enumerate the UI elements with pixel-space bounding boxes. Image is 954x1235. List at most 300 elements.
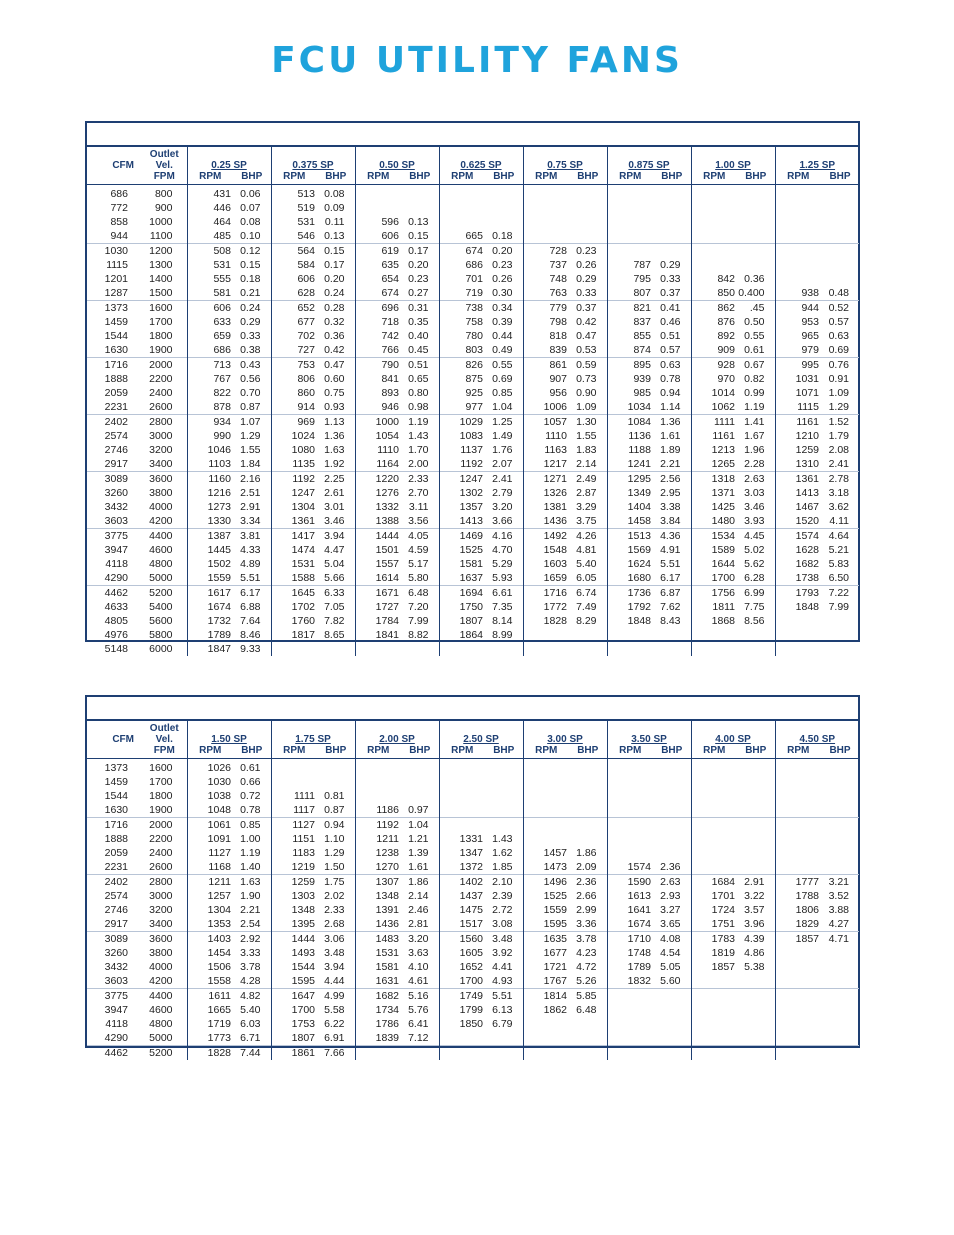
bhp-cell: 1.43 [408,430,429,442]
rpm-cell: 1259 [271,875,317,890]
rpm-cell: 1839 [355,1031,401,1046]
rpm-cell: 606 [271,272,317,286]
rpm-cell: 1832 [607,974,653,989]
rpm-cell: 956 [523,386,569,400]
rpm-cell: 1751 [691,917,737,932]
rpm-cell: 1211 [355,832,401,846]
rpm-cell: 1469 [439,529,485,544]
fpm-cell: 900 [154,202,173,214]
fpm-cell: 2000 [142,818,187,833]
bhp-cell: 2.51 [240,487,261,499]
bhp-cell: 2.95 [660,487,681,499]
fpm-header: FPM [142,745,187,759]
rpm-cell: 1548 [523,543,569,557]
fpm-cell: 5200 [142,1046,187,1061]
bhp-cell [821,759,859,776]
bhp-cell: 2.63 [737,472,775,487]
table-row [87,932,859,947]
rpm-cell [355,185,401,202]
bhp-cell: 0.23 [408,273,429,285]
bhp-cell [569,642,607,656]
fpm-cell: 3600 [142,472,187,487]
bhp-cell: 3.20 [401,932,439,947]
fpm-cell: 3000 [149,430,173,442]
bhp-cell: 0.50 [744,316,765,328]
fpm-cell: 3200 [149,444,173,456]
bhp-cell [737,642,775,656]
bhp-header: BHP [233,171,271,185]
rpm-cell [775,642,821,656]
bhp-cell [737,789,775,803]
bhp-cell [401,789,439,803]
bhp-cell [821,974,859,989]
rpm-cell: 795 [607,272,653,286]
bhp-cell: 4.08 [653,932,691,947]
bhp-cell: 0.13 [324,230,345,242]
rpm-cell: 1569 [607,543,653,557]
bhp-cell [569,229,607,244]
rpm-cell: 1395 [271,917,317,932]
bhp-header: BHP [821,745,859,759]
cfm-cell: 5148 [104,643,128,655]
rpm-cell: 895 [607,358,653,373]
rpm-cell: 1480 [691,514,737,529]
rpm-cell: 728 [523,244,569,259]
rpm-cell [439,775,485,789]
table-row [87,258,859,272]
rpm-cell [691,642,737,656]
table-row [87,301,859,316]
rpm-cell: 1617 [187,586,233,601]
table-row [87,600,859,614]
bhp-cell: 0.23 [569,244,607,259]
bhp-cell: 0.07 [240,202,261,214]
rpm-cell: 1031 [775,372,821,386]
bhp-cell [821,846,859,860]
cfm-cell: 3947 [104,544,128,556]
rpm-cell: 1454 [187,946,233,960]
rpm-cell: 798 [523,315,569,329]
rpm-cell: 1054 [355,429,401,443]
data-table [87,147,859,656]
table-row [87,860,859,875]
bhp-cell: 7.22 [821,586,859,601]
table-row [87,486,859,500]
bhp-cell [737,1046,775,1061]
rpm-cell: 1163 [523,443,569,457]
fpm-cell: 1100 [149,230,173,242]
bhp-cell: 3.96 [744,918,765,930]
rpm-cell [775,759,821,776]
bhp-cell: 1.30 [569,415,607,430]
fpm-cell: 3200 [149,904,173,916]
bhp-cell: 7.82 [324,615,345,627]
rpm-cell: 606 [355,229,401,244]
rpm-cell: 1847 [187,642,233,656]
rpm-cell [523,201,569,215]
bhp-cell: 2.41 [485,472,523,487]
fpm-cell: 1600 [142,301,187,316]
bhp-cell: 2.14 [576,458,597,470]
bhp-cell: 2.41 [828,458,849,470]
bhp-cell: 0.42 [324,344,345,356]
rpm-cell: 719 [439,286,485,301]
rpm-cell [523,759,569,776]
bhp-cell: 0.63 [828,330,849,342]
rpm-cell [691,1003,737,1017]
bhp-cell: 2.08 [828,444,849,456]
rpm-cell: 1213 [691,443,737,457]
bhp-cell: 1.43 [492,833,513,845]
bhp-cell: 0.20 [485,244,523,259]
cfm-cell: 2402 [87,415,142,430]
bhp-cell: 0.99 [744,387,765,399]
static-pressure-header: 0.75 SP [523,147,607,171]
rpm-cell: 1445 [187,543,233,557]
table-row [87,832,859,846]
cfm-cell: 4805 [104,615,128,627]
bhp-cell: 0.85 [492,387,513,399]
rpm-cell: 1387 [187,529,233,544]
cfm-cell: 4976 [104,629,128,641]
bhp-cell [737,258,775,272]
rpm-cell [775,215,821,229]
rpm-cell: 837 [607,315,653,329]
cfm-cell: 2746 [104,904,128,916]
rpm-cell: 1682 [355,989,401,1004]
rpm-cell [691,1017,737,1031]
bhp-cell [653,1017,691,1031]
rpm-cell: 1595 [271,974,317,989]
bhp-cell [737,215,775,229]
cfm-cell: 3260 [104,487,128,499]
bhp-cell: 1.85 [492,861,513,873]
bhp-cell: 0.57 [660,344,681,356]
rpm-cell: 1560 [439,932,485,947]
bhp-cell: 5.85 [569,989,607,1004]
bhp-cell: 3.84 [660,515,681,527]
rpm-cell: 1444 [271,932,317,947]
bhp-cell: 1.55 [576,430,597,442]
bhp-cell: 2.00 [408,458,429,470]
rpm-cell [775,946,821,960]
bhp-cell: 4.45 [737,529,775,544]
bhp-cell: 0.43 [233,358,271,373]
bhp-header: BHP [401,745,439,759]
bhp-cell: 7.49 [576,601,597,613]
bhp-cell [485,1046,523,1061]
rpm-cell: 985 [607,386,653,400]
bhp-header: BHP [821,171,859,185]
cfm-cell: 2231 [104,401,128,413]
fpm-cell: 3400 [149,458,173,470]
bhp-cell: 0.90 [576,387,597,399]
bhp-cell: 5.02 [744,544,765,556]
bhp-cell: 1.21 [408,833,429,845]
bhp-cell: 3.33 [240,947,261,959]
fpm-cell: 4000 [149,961,173,973]
rpm-cell: 1631 [355,974,401,989]
bhp-cell: 6.99 [737,586,775,601]
rpm-cell: 1506 [187,960,233,974]
rpm-cell: 1783 [691,932,737,947]
fpm-cell: 1200 [142,244,187,259]
bhp-cell: 1.52 [821,415,859,430]
rpm-cell: 1110 [523,429,569,443]
cfm-cell: 1716 [87,358,142,373]
cfm-cell: 2574 [104,430,128,442]
bhp-cell: 4.23 [576,947,597,959]
rpm-cell: 1864 [439,628,485,642]
rpm-cell: 1270 [355,860,401,875]
cfm-cell: 3260 [104,947,128,959]
rpm-cell [439,818,485,833]
rpm-cell: 1137 [439,443,485,457]
bhp-cell: 3.56 [408,515,429,527]
rpm-cell: 1388 [355,514,401,529]
rpm-cell: 1444 [355,529,401,544]
bhp-cell [569,775,607,789]
bhp-cell [821,960,859,974]
bhp-cell: 0.24 [233,301,271,316]
rpm-cell: 862 [691,301,737,316]
rpm-cell: 1404 [607,500,653,514]
rpm-cell [691,818,737,833]
rpm-cell: 513 [271,185,317,202]
rpm-cell: 874 [607,343,653,358]
table-row [87,903,859,917]
rpm-header: RPM [775,171,821,185]
fpm-cell: 4000 [149,501,173,513]
cfm-cell: 1888 [104,833,128,845]
bhp-cell: 0.29 [660,259,681,271]
rpm-cell: 779 [523,301,569,316]
rpm-cell [775,818,821,833]
rpm-cell: 1413 [439,514,485,529]
cfm-subheader [87,171,142,185]
bhp-cell: 6.28 [744,572,765,584]
bhp-cell [821,185,859,202]
table-row [87,343,859,358]
rpm-cell: 803 [439,343,485,358]
bhp-cell: 4.33 [240,544,261,556]
bhp-cell: 2.49 [569,472,607,487]
bhp-header: BHP [653,171,691,185]
bhp-cell [737,1017,775,1031]
table-caption-bar [87,123,858,147]
rpm-cell: 1784 [355,614,401,628]
rpm-cell [439,1031,485,1046]
bhp-cell: 1.61 [660,430,681,442]
bhp-cell: 0.81 [324,790,345,802]
bhp-cell [569,1031,607,1046]
bhp-cell: 1.04 [492,401,513,413]
rpm-cell: 1332 [355,500,401,514]
bhp-cell: 2.68 [324,918,345,930]
table-row [87,789,859,803]
bhp-cell: 4.71 [821,932,859,947]
bhp-cell: 1.19 [401,415,439,430]
rpm-cell [355,1046,401,1061]
bhp-header: BHP [317,171,355,185]
rpm-cell: 1637 [439,571,485,586]
bhp-cell: 1.63 [324,444,345,456]
bhp-cell: 3.63 [408,947,429,959]
bhp-cell [737,628,775,642]
rpm-cell: 1850 [439,1017,485,1031]
bhp-cell: 4.59 [408,544,429,556]
rpm-cell [607,185,653,202]
rpm-cell: 1807 [271,1031,317,1046]
bhp-cell: 5.80 [408,572,429,584]
rpm-cell: 1721 [523,960,569,974]
table-row [87,358,859,373]
bhp-cell: 0.85 [233,818,271,833]
rpm-cell: 1402 [439,875,485,890]
cfm-cell: 3432 [104,961,128,973]
cfm-subheader [87,745,142,759]
fpm-cell: 1900 [149,804,173,816]
bhp-cell: 3.03 [744,487,765,499]
rpm-cell: 596 [355,215,401,229]
cfm-cell: 1716 [87,818,142,833]
bhp-cell [569,789,607,803]
bhp-cell: 4.61 [408,975,429,987]
rpm-cell: 1403 [187,932,233,947]
rpm-cell [355,775,401,789]
bhp-cell [569,201,607,215]
rpm-cell: 1026 [187,759,233,776]
bhp-cell: 4.16 [485,529,523,544]
rpm-cell: 1786 [355,1017,401,1031]
rpm-cell: 1458 [607,514,653,529]
bhp-cell [485,775,523,789]
table-row [87,586,859,601]
rpm-cell: 555 [187,272,233,286]
rpm-cell [439,215,485,229]
cfm-cell: 3603 [104,975,128,987]
rpm-cell: 633 [187,315,233,329]
bhp-cell [653,775,691,789]
rpm-cell: 907 [523,372,569,386]
rpm-cell [523,628,569,642]
bhp-cell: 3.48 [485,932,523,947]
bhp-cell: 3.46 [324,515,345,527]
rpm-cell: 1700 [691,571,737,586]
bhp-cell: 0.52 [821,301,859,316]
bhp-cell: 8.14 [492,615,513,627]
rpm-cell: 1520 [775,514,821,529]
bhp-cell: 0.61 [744,344,765,356]
rpm-cell: 1330 [187,514,233,529]
cfm-cell: 4462 [87,1046,142,1061]
table-row [87,315,859,329]
rpm-cell: 1868 [691,614,737,628]
rpm-cell [355,201,401,215]
bhp-cell: 1.49 [492,430,513,442]
rpm-cell: 1807 [439,614,485,628]
rpm-cell: 1000 [355,415,401,430]
rpm-cell [775,860,821,875]
rpm-cell: 1318 [691,472,737,487]
rpm-cell: 1467 [775,500,821,514]
table-row [87,272,859,286]
rpm-cell: 1371 [691,486,737,500]
bhp-cell [737,846,775,860]
bhp-header: BHP [569,171,607,185]
rpm-cell: 1347 [439,846,485,860]
bhp-cell: 0.53 [576,344,597,356]
bhp-cell: 2.28 [744,458,765,470]
table-row [87,429,859,443]
rpm-cell [691,244,737,259]
bhp-cell: 0.55 [744,330,765,342]
rpm-cell: 464 [187,215,233,229]
rpm-cell: 1425 [691,500,737,514]
bhp-cell: 1.29 [240,430,261,442]
rpm-cell [691,185,737,202]
bhp-cell: 4.44 [324,975,345,987]
cfm-cell: 3603 [104,515,128,527]
bhp-cell: 0.97 [408,804,429,816]
bhp-cell: 0.37 [660,287,681,299]
rpm-cell [523,832,569,846]
bhp-cell: 0.10 [240,230,261,242]
rpm-cell: 1295 [607,472,653,487]
rpm-cell: 738 [439,301,485,316]
bhp-cell [737,974,775,989]
rpm-cell: 1084 [607,415,653,430]
rpm-cell: 718 [355,315,401,329]
bhp-cell: 0.91 [828,373,849,385]
cfm-cell: 686 [110,188,128,200]
rpm-cell: 1574 [775,529,821,544]
rpm-cell: 1665 [187,1003,233,1017]
bhp-cell: 2.66 [576,890,597,902]
bhp-cell: 0.60 [324,373,345,385]
fpm-cell: 1600 [149,762,173,774]
bhp-cell: 1.63 [233,875,271,890]
bhp-cell: 3.81 [233,529,271,544]
fpm-cell: 1400 [149,273,173,285]
fpm-cell: 5800 [149,629,173,641]
rpm-cell [355,759,401,776]
rpm-cell [607,244,653,259]
rpm-cell [523,818,569,833]
cfm-cell: 4290 [104,572,128,584]
table-row [87,215,859,229]
rpm-cell: 1006 [523,400,569,415]
fpm-cell: 2200 [149,373,173,385]
rpm-cell: 1024 [271,429,317,443]
rpm-cell [439,803,485,818]
cfm-cell: 3432 [104,501,128,513]
bhp-cell: 3.27 [660,904,681,916]
bhp-cell: 6.22 [324,1018,345,1030]
bhp-cell: 0.70 [240,387,261,399]
bhp-cell: 2.36 [660,861,681,873]
rpm-cell: 1641 [607,903,653,917]
rpm-cell: 875 [439,372,485,386]
bhp-cell: 5.26 [576,975,597,987]
fpm-cell: 2600 [149,861,173,873]
bhp-cell [821,244,859,259]
bhp-cell [653,201,691,215]
rpm-cell [775,960,821,974]
rpm-cell: 1857 [775,932,821,947]
bhp-cell: 2.79 [492,487,513,499]
rpm-cell [271,759,317,776]
